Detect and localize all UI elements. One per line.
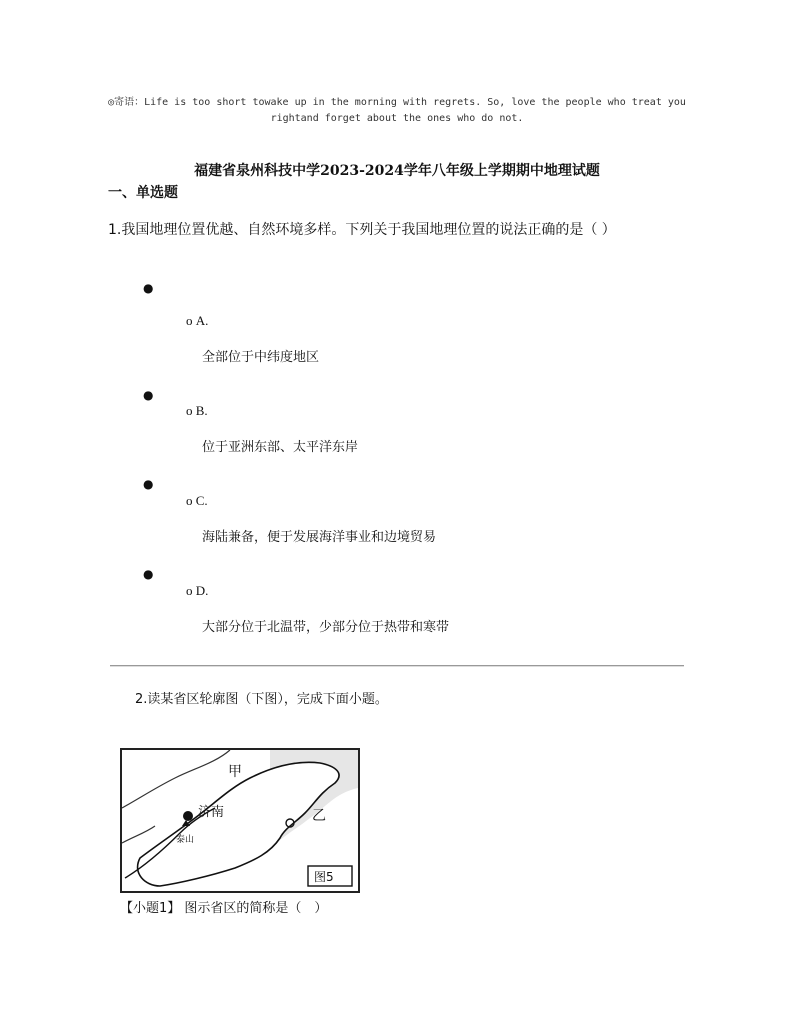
province-outline-map [120, 748, 360, 893]
section-heading: 一、单选题 [108, 185, 178, 201]
bullet-icon: ● [143, 567, 154, 581]
option-b-text: 位于亚洲东部、太平洋东岸 [202, 440, 359, 455]
option-c-letter: o C. [186, 493, 208, 508]
map-label-jia: 甲 [228, 764, 242, 780]
map-label-yi: 乙 [312, 808, 326, 824]
bullet-icon: ● [143, 388, 154, 402]
city-marker [183, 811, 193, 821]
bullet-icon: ● [143, 281, 154, 295]
option-a-letter: o A. [186, 313, 209, 328]
option-d-text: 大部分位于北温带，少部分位于热带和寒带 [202, 620, 450, 635]
option-c-text: 海陆兼备，便于发展海洋事业和边境贸易 [202, 530, 437, 545]
map-caption: 图5 [314, 870, 334, 884]
option-d-letter: o D. [186, 583, 209, 598]
sub-question-1: 【小题1】 图示省区的简称是（ ） [120, 901, 328, 916]
map-label-jinan: 济南 [198, 805, 225, 820]
option-b-letter: o B. [186, 403, 208, 418]
question-2-stem: 2.读某省区轮廓图（下图），完成下面小题。 [135, 692, 388, 707]
bullet-icon: ● [143, 477, 154, 491]
horizontal-divider [110, 665, 684, 667]
page-title: 福建省泉州科技中学2023-2024学年八年级上学期期中地理试题 [194, 163, 600, 179]
option-a-text: 全部位于中纬度地区 [202, 350, 320, 365]
motto-text: ◎寄语：Life is too short towake up in the morning with regrets. So, love the people who treat you rightand forget about the ones who do not. [108, 97, 686, 124]
map-label-taishan: 泰山 [176, 835, 195, 845]
question-1-stem: 1.我国地理位置优越、自然环境多样。下列关于我国地理位置的说法正确的是（ ） [108, 222, 616, 238]
